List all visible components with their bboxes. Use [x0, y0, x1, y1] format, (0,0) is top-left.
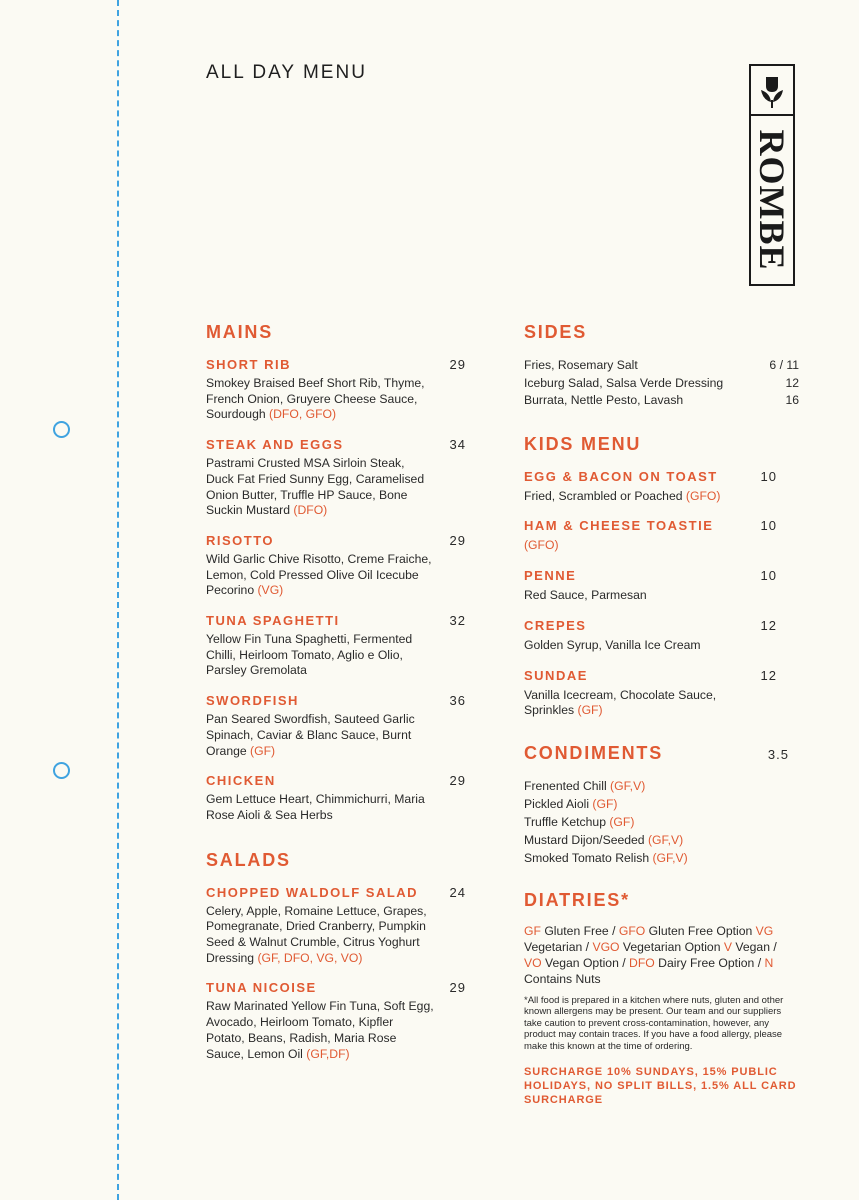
binding-dashed-line [117, 0, 119, 1200]
punch-hole-icon [53, 421, 70, 438]
dietary-legend [524, 923, 789, 987]
dietary-code: GF [524, 923, 541, 938]
item-description [524, 588, 734, 604]
item-name: PENNE [524, 568, 577, 584]
item-price: 12 [760, 617, 777, 633]
brand-logo [749, 64, 795, 286]
dietary-label: Vegan / [732, 939, 781, 954]
item-price: 29 [449, 980, 466, 996]
condiment-name: Smoked Tomato Relish [524, 850, 650, 865]
description-text: Smokey Braised Beef Short Rib, Thyme, French Onion, Gruyere Cheese Sauce, Sourdough [206, 376, 425, 422]
item-name: CHICKEN [206, 773, 276, 789]
condiment-item [524, 832, 799, 850]
dietary-code: GFO [618, 923, 646, 938]
item-name: HAM & CHEESE TOASTIE [524, 518, 714, 534]
item-price: 10 [760, 518, 777, 534]
item-description [206, 552, 434, 599]
menu-item [206, 980, 466, 1062]
dietary-tags: (GF, DFO, VG, VO) [257, 950, 363, 965]
side-name: Burrata, Nettle Pesto, Lavash [524, 393, 684, 408]
dietary-label: Vegan Option / [541, 955, 630, 970]
dietary-label: Vegetarian Option [619, 939, 724, 954]
item-price: 24 [449, 884, 466, 900]
dietary-code: N [764, 955, 774, 970]
brand-wordmark: ROMBE [752, 129, 792, 271]
description-text: Gem Lettuce Heart, Chimmichurri, Maria Rose Aioli & Sea Herbs [206, 792, 425, 822]
dietary-code: V [723, 939, 733, 954]
item-price: 32 [449, 613, 466, 629]
dietary-tags: (GFO) [524, 538, 559, 553]
item-name: TUNA SPAGHETTI [206, 613, 340, 629]
condiment-name: Truffle Ketchup [524, 814, 606, 829]
condiment-name: Mustard Dijon/Seeded [524, 832, 645, 847]
description-text: Red Sauce, Parmesan [524, 588, 647, 603]
item-description [206, 712, 434, 759]
condiment-item [524, 850, 799, 868]
left-column [206, 322, 466, 1062]
item-name: SUNDAE [524, 667, 588, 683]
dietary-tags: (GF) [592, 796, 618, 811]
mains-list [206, 357, 466, 824]
item-description [206, 376, 434, 423]
item-description [206, 792, 434, 823]
dietary-code: DFO [629, 955, 655, 970]
allergen-disclaimer: *All food is prepared in a kitchen where nuts, gluten and other known allergens may be present. Our team and our suppliers take caution to prevent cross-contamination, however, any product may contain traces. If you have a food allergy, please make this known at the time of ordering. [524, 994, 784, 1052]
side-item [524, 357, 799, 375]
menu-item [206, 357, 466, 423]
item-description [206, 632, 434, 679]
right-column [524, 322, 799, 1118]
dietary-code: VG [755, 923, 774, 938]
condiment-item [524, 814, 799, 832]
surcharge-notice: SURCHARGE 10% SUNDAYS, 15% PUBLIC HOLIDAYS, NO SPLIT BILLS, 1.5% ALL CARD SURCHARGE [524, 1065, 797, 1106]
dietary-tags: (GF,V) [647, 832, 684, 847]
condiments-section [524, 743, 799, 764]
item-name: RISOTTO [206, 532, 275, 548]
condiments-list [524, 778, 799, 868]
item-description [206, 904, 434, 967]
section-heading-mains: MAINS [206, 322, 273, 342]
item-name: SHORT RIB [206, 357, 291, 372]
side-price: 6 / 11 [769, 358, 799, 372]
item-description [524, 489, 734, 505]
item-description [524, 688, 734, 719]
section-heading-sides: SIDES [524, 322, 588, 342]
description-text: Celery, Apple, Romaine Lettuce, Grapes, Pomegranate, Dried Cranberry, Pumpkin Seed & Walnut Crumble, Citrus Yoghurt Dressing [206, 903, 427, 965]
kids-list [524, 469, 799, 719]
punch-hole-icon [53, 762, 70, 779]
description-text: Fried, Scrambled or Poached [524, 488, 683, 503]
description-text: Vanilla Icecream, Chocolate Sauce, Sprinkles [524, 687, 717, 718]
menu-item [524, 568, 799, 604]
menu-item [524, 469, 799, 505]
menu-item [206, 693, 466, 759]
sides-list [524, 357, 799, 410]
flower-logo-icon [751, 66, 793, 284]
menu-item [524, 618, 799, 654]
description-text: Raw Marinated Yellow Fin Tuna, Soft Egg, Avocado, Heirloom Tomato, Kipfler Potato, Beans, Radish, Maria Rose Sauce, Lemon Oil [206, 999, 434, 1061]
menu-item [206, 885, 466, 967]
side-item [524, 375, 799, 393]
item-name: CHOPPED WALDOLF SALAD [206, 884, 419, 900]
dietary-tags: (GF,V) [610, 779, 646, 793]
item-price: 10 [760, 468, 777, 484]
item-description [206, 456, 434, 519]
dietary-tags: (GF) [577, 703, 603, 718]
side-item [524, 392, 799, 410]
side-name: Iceburg Salad, Salsa Verde Dressing [524, 375, 724, 390]
dietary-tags: (GF) [609, 814, 635, 829]
description-text: Wild Garlic Chive Risotto, Creme Fraiche, Lemon, Cold Pressed Olive Oil Icecube Pecorino [206, 551, 432, 598]
section-heading-dietaries: DIATRIES* [524, 889, 630, 910]
item-name: TUNA NICOISE [206, 980, 317, 996]
item-name: STEAK AND EGGS [206, 437, 344, 453]
condiment-name: Pickled Aioli [524, 796, 590, 811]
dietary-label: Gluten Free Option [645, 923, 756, 938]
item-name: SWORDFISH [206, 693, 299, 709]
section-heading-condiments: CONDIMENTS [524, 743, 663, 763]
item-price: 36 [449, 693, 466, 709]
item-name: EGG & BACON ON TOAST [524, 468, 718, 484]
dietary-code: VGO [592, 939, 620, 954]
item-price: 10 [760, 568, 777, 584]
description-text: Yellow Fin Tuna Spaghetti, Fermented Chilli, Heirloom Tomato, Aglio e Olio, Parsley Gremolata [206, 632, 413, 678]
condiment-item [524, 796, 799, 814]
menu-item [206, 613, 466, 679]
item-description [206, 999, 434, 1062]
item-price: 29 [449, 532, 466, 548]
dietary-tags: (DFO) [293, 503, 328, 518]
dietary-tags: (VG) [257, 583, 284, 598]
dietary-tags: (GF,DF) [306, 1046, 350, 1061]
dietary-tags: (GFO) [685, 488, 721, 503]
condiment-item [524, 778, 799, 796]
item-price: 29 [449, 357, 466, 372]
side-name: Fries, Rosemary Salt [524, 358, 638, 372]
item-price: 34 [449, 437, 466, 453]
dietary-label: Gluten Free / [540, 923, 619, 938]
dietary-label: Contains Nuts [524, 955, 777, 986]
menu-item [206, 437, 466, 519]
dietary-label: Dairy Free Option / [654, 955, 765, 970]
dietary-tags: (GF) [250, 743, 276, 758]
item-description [524, 638, 734, 654]
item-name: CREPES [524, 617, 587, 633]
menu-item [524, 518, 799, 554]
description-text: Pan Seared Swordfish, Sauteed Garlic Spinach, Caviar & Blanc Sauce, Burnt Orange [206, 712, 415, 758]
dietary-label: Vegetarian / [524, 923, 777, 954]
description-text: Pastrami Crusted MSA Sirloin Steak, Duck Fat Fried Sunny Egg, Caramelised Onion Butter, Truffle HP Sauce, Bone Suckin Mustard [206, 456, 425, 518]
item-price: 12 [760, 667, 777, 683]
side-price: 12 [785, 375, 799, 390]
menu-item [206, 533, 466, 599]
menu-item [524, 668, 799, 719]
dietary-tags: (GF,V) [652, 850, 688, 865]
condiments-price: 3.5 [767, 747, 789, 762]
salads-list [206, 885, 466, 1063]
section-heading-kids: KIDS MENU [524, 433, 642, 454]
dietary-tags: (DFO, GFO) [269, 407, 337, 422]
side-price: 16 [785, 393, 799, 408]
menu-title: ALL DAY MENU [206, 62, 367, 83]
description-text: Golden Syrup, Vanilla Ice Cream [524, 637, 701, 652]
section-heading-salads: SALADS [206, 849, 291, 870]
item-description [524, 538, 734, 554]
menu-item [206, 773, 466, 823]
condiment-name: Frenented Chill [524, 779, 607, 793]
item-price: 29 [449, 773, 466, 789]
dietary-code: VO [524, 955, 542, 970]
